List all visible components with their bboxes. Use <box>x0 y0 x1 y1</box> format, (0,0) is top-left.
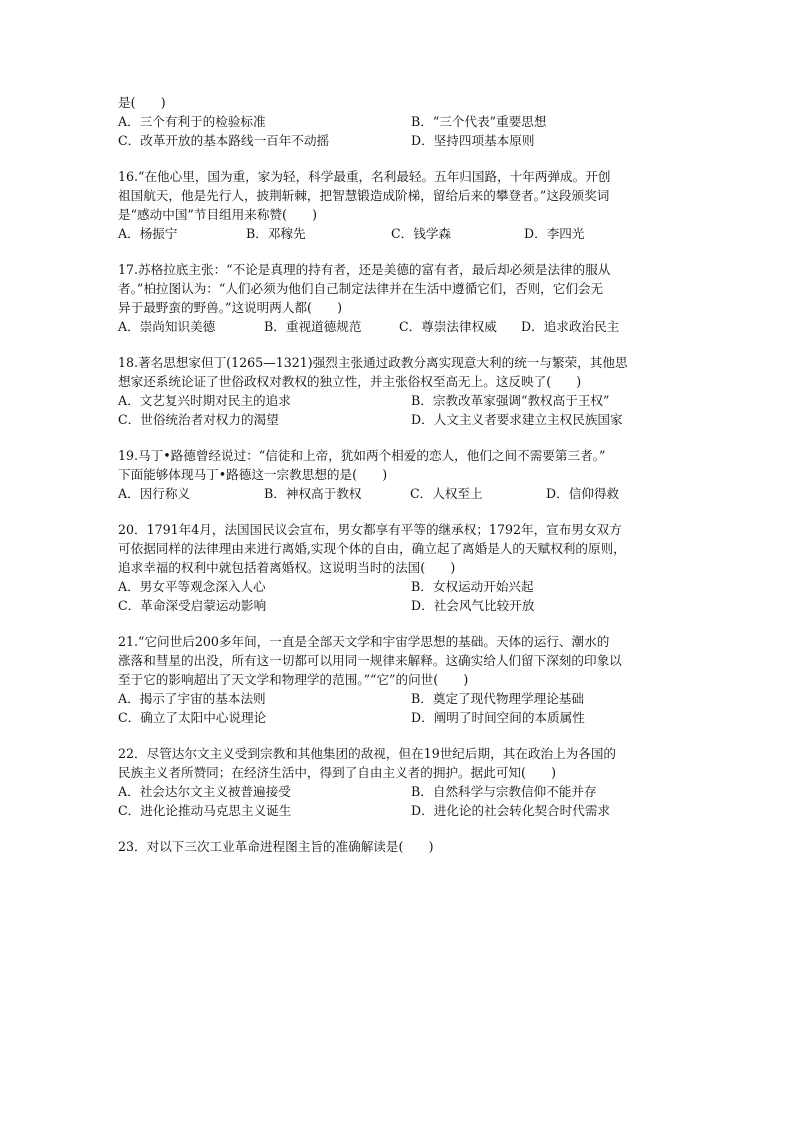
option-row <box>118 112 678 131</box>
option-c: C．确立了太阳中心说理论 <box>118 710 267 725</box>
option-row <box>118 689 678 708</box>
option-row <box>118 708 678 727</box>
option-b: B．“三个代表”重要思想 <box>411 114 547 129</box>
option-d: D．坚持四项基本原则 <box>411 133 535 148</box>
option-row <box>118 224 678 243</box>
question-stem: 16.“在他心里，国为重，家为轻，科学最重，名利最轻。五年归国路，十年两弹成。开创 <box>118 169 611 184</box>
option-a: A．揭示了宇宙的基本法则 <box>118 691 266 706</box>
question-20 <box>118 520 678 615</box>
option-row <box>118 391 678 410</box>
question-stem: 18.著名思想家但丁(1265—1321)强烈主张通过政教分离实现意大利的统一与繁荣，其他思 <box>118 355 628 370</box>
option-row <box>118 596 678 615</box>
question-stem: 19.马丁•路德曾经说过：“信徒和上帝，犹如两个相爱的恋人，他们之间不需要第三者。” <box>118 448 606 463</box>
question-stem: 涨落和彗星的出没，所有这一切都可以用同一规律来解释。这确实给人们留下深刻的印象以 <box>118 653 622 668</box>
option-a: A．崇尚知识美德 <box>118 319 216 334</box>
option-c: C．钱学森 <box>391 226 452 241</box>
question-stem: 祖国航天，他是先行人，披荆斩棘，把智慧锻造成阶梯，留给后来的攀登者。”这段颁奖词 <box>118 188 610 203</box>
question-stem: 者。”柏拉图认为：“人们必须为他们自己制定法律并在生活中遵循它们，否则，它们会无 <box>118 281 604 296</box>
option-d: D．追求政治民主 <box>521 319 620 334</box>
option-c: C．革命深受启蒙运动影响 <box>118 598 267 613</box>
question-19 <box>118 446 678 503</box>
option-a: A．杨振宁 <box>118 226 178 241</box>
question-stem: 22．尽管达尔文主义受到宗教和其他集团的敌视，但在19世纪后期，其在政治上为各国的 <box>118 746 617 761</box>
option-b: B．重视道德规范 <box>264 319 362 334</box>
option-d: D．阐明了时间空间的本质属性 <box>411 710 585 725</box>
question-stem: 17.苏格拉底主张：“不论是真理的持有者，还是美德的富有者，最后却必须是法律的服从 <box>118 262 611 277</box>
option-c: C．世俗统治者对权力的渴望 <box>118 412 279 427</box>
question-16 <box>118 167 678 243</box>
option-b: B．奠定了现代物理学理论基础 <box>411 691 584 706</box>
option-d: D．进化论的社会转化契合时代需求 <box>411 803 611 818</box>
option-row <box>118 410 678 429</box>
question-18 <box>118 353 678 429</box>
option-b: B．邓稼先 <box>246 226 306 241</box>
option-b: B．宗教改革家强调“教权高于王权” <box>411 393 610 408</box>
question-stem: 是“感动中国”节目组用来称赞( ) <box>118 207 318 222</box>
option-c: C．进化论推动马克思主义诞生 <box>118 803 292 818</box>
option-row <box>118 577 678 596</box>
question-stem: 23．对以下三次工业革命进程图主旨的准确解读是( ) <box>118 839 434 854</box>
question-23 <box>118 837 678 856</box>
option-d: D．信仰得救 <box>546 486 620 501</box>
question-stem: 21.“它问世后200多年间，一直是全部天文学和宇宙学思想的基础。天体的运行、潮水的 <box>118 634 610 649</box>
option-d: D．李四光 <box>524 226 585 241</box>
option-row <box>118 801 678 820</box>
question-stem: 至于它的影响超出了天文学和物理学的范围。”“它”的问世( ) <box>118 672 469 687</box>
option-a: A．文艺复兴时期对民主的追求 <box>118 393 291 408</box>
question-stem: 20．1791年4月，法国国民议会宣布，男女都享有平等的继承权；1792年，宣布男女双方 <box>118 522 622 537</box>
question-stem: 下面能够体现马丁•路德这一宗教思想的是( ) <box>118 467 388 482</box>
question-22 <box>118 744 678 820</box>
option-d: D．社会风气比较开放 <box>411 598 535 613</box>
question-stem: 想家还系统论证了世俗政权对教权的独立性，并主张俗权至高无上。这反映了( ) <box>118 374 582 389</box>
question-stem: 异于最野蛮的野兽。”这说明两人都( ) <box>118 300 343 315</box>
option-a: A．因行称义 <box>118 486 191 501</box>
question-stem: 可依据同样的法律理由来进行离婚,实现个体的自由，确立起了离婚是人的天赋权利的原则， <box>118 541 626 556</box>
option-row <box>118 317 678 336</box>
option-b: B．神权高于教权 <box>264 486 362 501</box>
option-b: B．自然科学与宗教信仰不能并存 <box>411 784 597 799</box>
question-stem: 追求幸福的权利中就包括着离婚权。这说明当时的法国( ) <box>118 560 456 575</box>
option-c: C．改革开放的基本路线一百年不动摇 <box>118 133 330 148</box>
option-a: A．社会达尔文主义被普遍接受 <box>118 784 291 799</box>
option-row <box>118 484 678 503</box>
option-c: C．尊崇法律权威 <box>399 319 497 334</box>
question-stem: 民族主义者所赞同；在经济生活中，得到了自由主义者的拥护。据此可知( ) <box>118 765 557 780</box>
option-b: B．女权运动开始兴起 <box>411 579 534 594</box>
option-a: A．三个有利于的检验标准 <box>118 114 266 129</box>
option-c: C．人权至上 <box>410 486 483 501</box>
question-21 <box>118 632 678 727</box>
option-row <box>118 782 678 801</box>
option-a: A．男女平等观念深入人心 <box>118 579 266 594</box>
question-15 <box>118 93 678 150</box>
question-list <box>118 93 678 873</box>
question-stem: 是( ) <box>118 95 166 110</box>
option-row <box>118 131 678 150</box>
option-d: D．人文主义者要求建立主权民族国家 <box>411 412 623 427</box>
question-17 <box>118 260 678 336</box>
